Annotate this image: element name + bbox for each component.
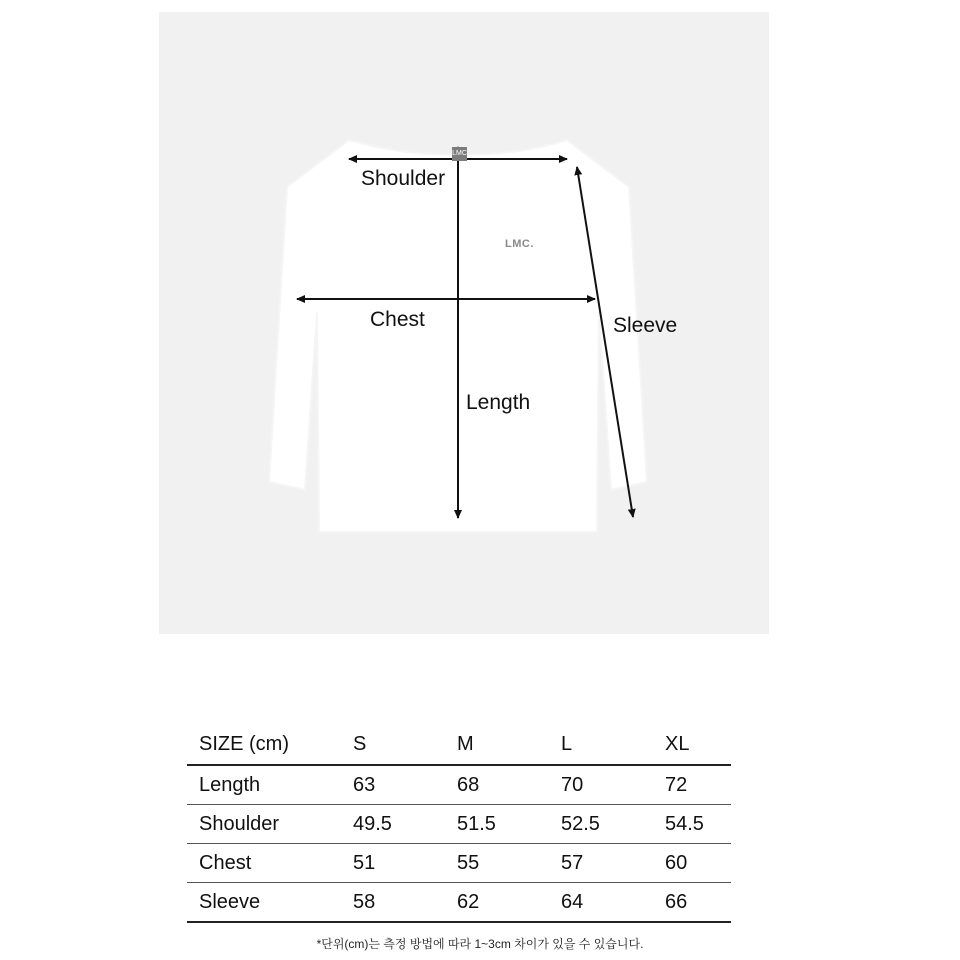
neck-label-tag: LMC [452, 147, 467, 161]
header-cell: SIZE (cm) [187, 724, 341, 765]
chest-label: Chest [370, 308, 425, 331]
row-label: Sleeve [187, 883, 341, 923]
table-row [187, 844, 731, 883]
header-cell: XL [653, 724, 731, 765]
table-cell: 52.5 [549, 805, 653, 844]
table-cell: 66 [653, 883, 731, 923]
table-cell: 54.5 [653, 805, 731, 844]
table-cell: 64 [549, 883, 653, 923]
table-cell: 51.5 [445, 805, 549, 844]
row-label: Chest [187, 844, 341, 883]
table-row [187, 805, 731, 844]
header-cell: S [341, 724, 445, 765]
table-cell: 55 [445, 844, 549, 883]
table-cell: 63 [341, 765, 445, 805]
shoulder-label: Shoulder [361, 167, 446, 190]
header-cell: L [549, 724, 653, 765]
row-label: Length [187, 765, 341, 805]
table-cell: 60 [653, 844, 731, 883]
table-cell: 57 [549, 844, 653, 883]
sleeve-label: Sleeve [613, 314, 678, 337]
table-cell: 51 [341, 844, 445, 883]
table-cell: 49.5 [341, 805, 445, 844]
table-cell: 70 [549, 765, 653, 805]
table-header-row [187, 724, 731, 765]
measurement-diagram [159, 12, 769, 634]
length-label: Length [466, 391, 531, 414]
header-cell: M [445, 724, 549, 765]
table-row [187, 883, 731, 923]
product-photo-panel [159, 12, 769, 634]
brand-logo: LMC. [505, 238, 534, 250]
row-label: Shoulder [187, 805, 341, 844]
table-cell: 58 [341, 883, 445, 923]
table-cell: 68 [445, 765, 549, 805]
table-cell: 72 [653, 765, 731, 805]
size-chart-table [187, 724, 731, 923]
table-cell: 62 [445, 883, 549, 923]
table-row [187, 765, 731, 805]
measurement-footnote: *단위(cm)는 측정 방법에 따라 1~3cm 차이가 있을 수 있습니다. [316, 937, 644, 951]
